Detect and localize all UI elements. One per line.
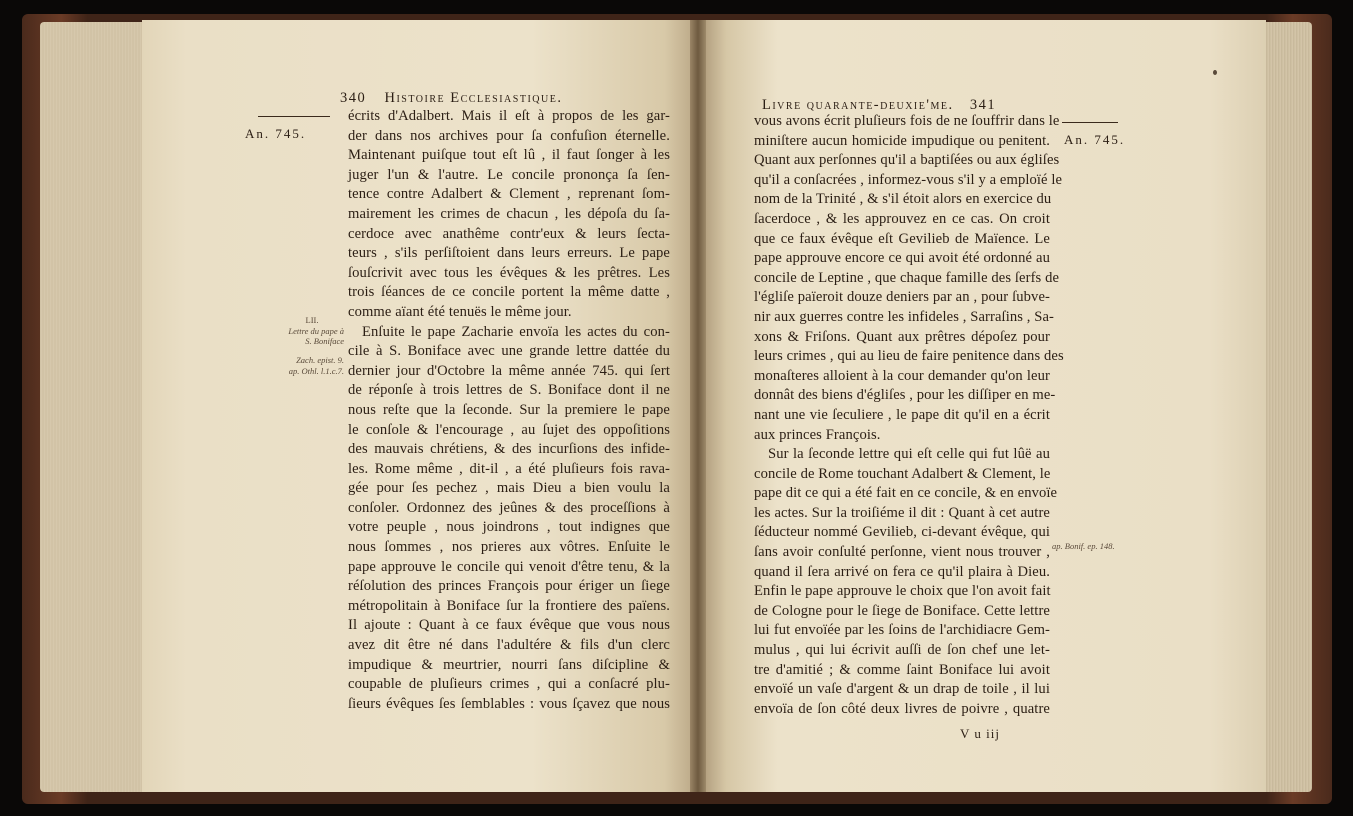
text-line: écrits d'Adalbert. Mais il eſt à propos de les gar- [348,108,670,124]
text-line: nir aux guerres contre les infideles , Sarraſins , Sa- [754,308,1055,325]
right-page-number: 341 [969,97,997,113]
text-line: tence contre Adalbert & Clement , reprenant ſom- [348,186,670,203]
text-line: trois ſéances de ce concile portent la même datte , [348,284,670,301]
text-line: les. Rome même , dit-il , a été pluſieurs fois rava- [348,460,670,477]
text-line: ſéducteur nommé Gevilieb, ci-devant évêque, qui [754,524,1050,541]
text-line: conſoler. Ordonnez des jeûnes & des proceſſions à [348,499,670,516]
left-body-text [348,107,670,714]
text-line: juger l'un & l'autre. Le concile prononça ſa ſen- [348,166,670,183]
text-line: votre peuple , nous joindrons , tout indignes que [348,519,670,536]
text-line: de Cologne pour le ſiege de Boniface. Cette lettre [754,602,1050,619]
text-line: miniſtere aucun homicide impudique ou penitent. [754,132,1050,149]
text-line: nom de la Trinité , & s'il étoit alors en exercice du [754,191,1052,208]
text-line: Enfin le pape approuve le choix que l'on avoit fait [754,583,1051,600]
margin-note-subject-2: S. Boniface [305,336,344,346]
text-line: pape approuve le concile qui venoit d'être tenu, & la [348,558,670,575]
text-line: der dans nos archives pour ſa confuſion éternelle. [348,127,670,144]
text-line: avez dit être né dans l'adultére & fils d'un clerc [348,637,670,654]
text-line: Maintenant puiſque tout eſt lû , il faut ſonger à les [348,147,670,164]
text-line: pape approuve encore ce qui avoit été ordonné au [754,250,1050,267]
book-gutter [690,20,706,792]
text-line: impudique & meurtrier, nourri ſans diſcipline & [348,656,670,673]
text-line: gée pour ſes pechez , mais Dieu a bien voulu la [348,480,670,497]
text-line: envoïé un vaſe d'argent & un drap de toile , il lui [754,681,1050,698]
right-header-title: Livre quarante-deuxie'me. [762,97,954,113]
right-year-rule [1062,122,1118,123]
text-line: vous avons écrit pluſieurs fois de ne ſouffrir dans le [754,113,1060,129]
text-line: qu'il a conſacrées , informez-vous s'il y a emploïé le [754,171,1063,188]
right-body-text [754,112,1064,719]
text-line: le conſole & l'encourage , au ſujet des oppoſitions [348,421,670,438]
text-line: aux princes François. [754,426,881,443]
text-line: lui fut envoïée par les ſoins de l'archidiacre Gem- [754,622,1050,639]
text-line: ſouſcrivit avec tous les évêques & les prêtres. Les [348,264,670,281]
text-line: quand il ſera arrivé on fera ce qu'il plaira à Dieu. [754,563,1050,580]
signature-mark: V u iij [960,726,1000,741]
text-line: métropolitain à Boniface ſur la frontiere des païens. [348,597,670,614]
left-running-header [340,90,562,107]
text-line: les actes. Sur la troiſiéme il dit : Quant à cet autre [754,504,1050,521]
text-line: que ce faux évêque eſt Gevilieb de Maïence. Le [754,230,1050,247]
left-header-title: Histoire Ecclesiastique. [384,90,563,106]
text-line: pape dit ce qui a été fait en ce concile, & en envoïe [754,485,1058,502]
text-line: nous reſte que la ſeconde. Sur la premiere le pape [348,401,670,418]
text-line: concile de Leptine , que chaque famille des ſerfs de [754,269,1060,286]
text-line: cerdoce avec anathême contr'eux & leurs ſecta- [348,225,670,242]
margin-note-ref-1: Zach. epist. 9. [296,355,344,365]
text-line: mairement les crimes de chacun , les dépoſa du ſa- [348,205,670,222]
left-year-rule [258,116,330,117]
text-line: envoïa de ſon côté deux livres de poivre , quatre [754,700,1050,717]
page-edges-left [40,22,150,792]
text-line: monaſteres alloient à la cour demander qu'on leur [754,367,1050,384]
text-line: mulus , qui lui écrivit auſſi de ſon chef une let- [754,642,1050,659]
text-line: ſacerdoce , & les approuvez en ce cas. On croit [754,210,1050,227]
text-line: Quant aux perſonnes qu'il a baptiſées ou aux égliſes [754,152,1060,169]
margin-note-subject-1: Lettre du pape à [288,326,344,336]
text-line: nant une vie ſeculiere , le pape dit qu'il en a écrit [754,406,1050,423]
text-line: l'égliſe païeroit douze deniers par an , pour ſubve- [754,289,1050,306]
text-line: ſans avoir conſulté perſonne, vient nous trouver , [754,544,1050,561]
margin-note-right-ref: ap. Bonif. ep. 148. [1052,541,1115,551]
text-line: ſieurs évêques ſes ſemblables : vous ſçavez que nous [348,695,670,712]
text-line: leurs crimes , qui au lieu de faire penitence dans des [754,348,1064,365]
text-line: donnât des biens d'égliſes , pour les diſſiper en me- [754,387,1056,404]
margin-note-ref-2: ap. Othl. l.1.c.7. [288,366,344,376]
left-year-label: An. 745. [245,126,307,141]
text-line: coupable de pluſieurs crimes , qui a conſacré plu- [348,676,670,693]
left-page-number: 340 [340,90,367,106]
text-line: concile de Rome touchant Adalbert & Clement, le [754,465,1051,482]
text-line: xons & Friſons. Quant aux prêtres dépoſez pour [754,328,1050,345]
text-line: teurs , s'ils perſiſtoient dans leurs erreurs. Le pape [348,245,670,262]
text-line: Il ajoute : Quant à ce faux évêque que vous nous [348,617,670,634]
text-line: des mauvais chrétiens, & des incurſions des infide- [348,441,670,458]
text-line: dernier jour d'Octobre la même année 745. qui ſert [348,362,670,379]
text-line: Sur la ſeconde lettre qui eſt celle qui fut lûë au [768,446,1050,463]
text-line: nous ſommes , nos prieres aux vôtres. Enſuite le [348,539,670,556]
text-line: cile à S. Boniface avec une grande lettre dattée du [348,343,670,360]
text-line: réſolution des princes François pour ériger un ſiege [348,578,670,595]
right-year-label: An. 745. [1064,132,1126,147]
text-line: tre d'amitié ; & comme ſaint Boniface lui avoit [754,661,1050,678]
margin-note-section: LII. [305,315,319,325]
text-line: de réponſe à trois lettres de S. Boniface dont il ne [348,382,670,399]
text-line: comme aïant été tenuës le même jour. [348,303,572,320]
paper-speck [1213,70,1217,75]
text-line: Enſuite le pape Zacharie envoïa les actes du con- [362,323,670,340]
